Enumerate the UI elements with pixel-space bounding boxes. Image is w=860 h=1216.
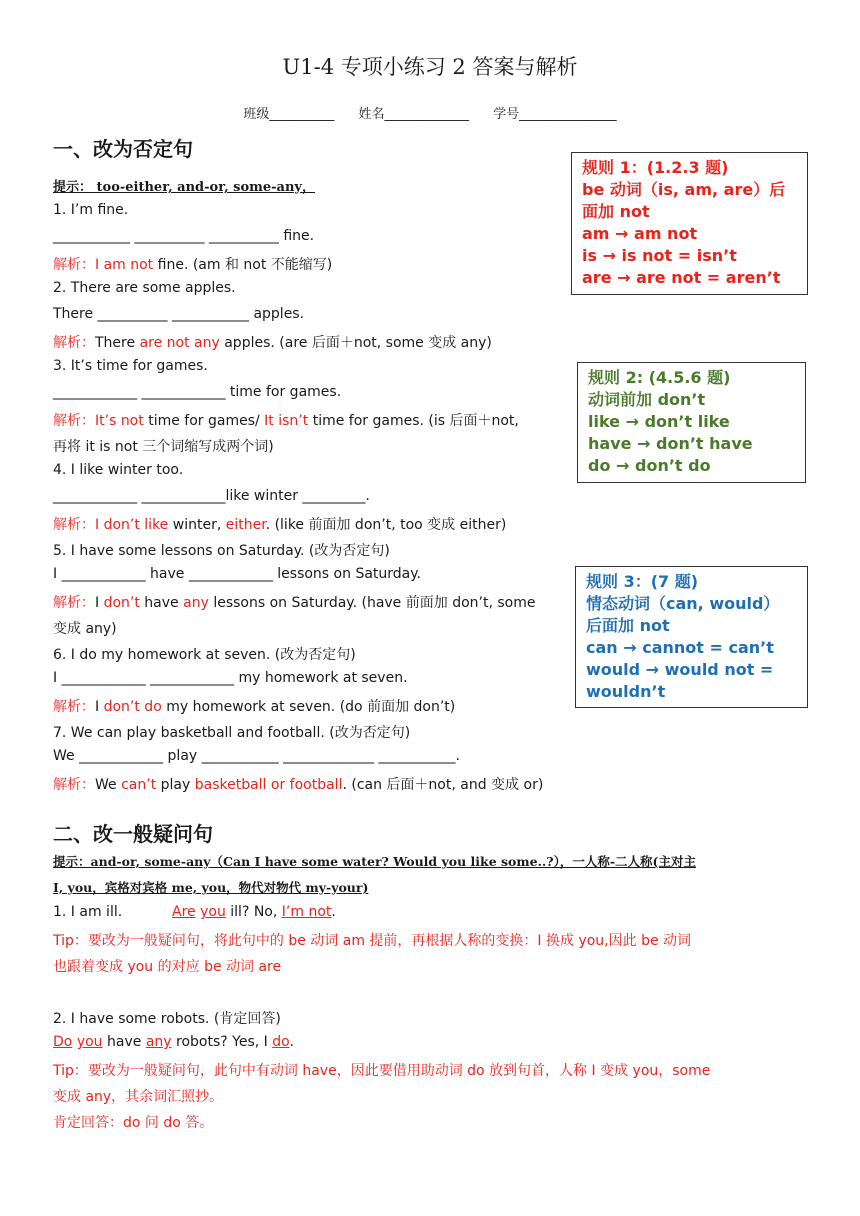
rule-box-2 (577, 362, 806, 483)
rule1-line: 面加 not (582, 202, 650, 221)
q6-text: 6. I do my homework at seven. (改为否定句) (53, 647, 356, 663)
rule1-line: 规则 1：(1.2.3 题) (582, 158, 729, 177)
student-info (0, 103, 860, 122)
q2-text: 2. There are some apples. (53, 280, 236, 296)
rule-box-3 (575, 566, 808, 708)
q6-blanks: I ____________ ____________ my homework at seven. (53, 670, 408, 686)
section2-heading: 二、改一般疑问句 (53, 822, 213, 846)
q1-blanks: ___________ __________ __________ fine. (53, 228, 315, 244)
rule3-line: would → would not = (586, 660, 774, 679)
name-field: 姓名_____________ (358, 107, 469, 122)
s2-q2-answer: Do you have any robots? Yes, I do. (53, 1034, 294, 1050)
rule1-line: be 动词（is, am, are）后 (582, 180, 786, 199)
rule2-line: 规则 2: (4.5.6 题) (588, 368, 731, 387)
rule3-line: 后面加 not (586, 616, 670, 635)
section1-heading: 一、改为否定句 (53, 137, 193, 161)
s2-q1-text: 1. I am ill. (53, 904, 123, 920)
section2-hint-2: I, you，宾格对宾格 me, you，物代对物代 my-your) (53, 880, 369, 895)
q3-analysis-cont: 再将 it is not 三个词缩写成两个词) (53, 439, 274, 455)
q4-analysis: 解析：I don’t like winter, either. (like 前面加 don’t, too 变成 either) (53, 517, 507, 533)
q1-text: 1. I’m fine. (53, 202, 129, 218)
s2-q1-tip-cont: 也跟着变成 you 的对应 be 动词 are (53, 959, 282, 975)
s2-q1-tip: Tip：要改为一般疑问句，将此句中的 be 动词 am 提前，再根据人称的变换：I 换成 you,因此 be 动词 (53, 933, 692, 949)
class-field: 班级__________ (243, 107, 335, 122)
section1-hint: 提示： too-either, and-or, some-any， (53, 180, 315, 195)
rule2-line: like → don’t like (588, 412, 730, 431)
q2-blanks: There __________ ___________ apples. (53, 306, 305, 322)
rule3-line: wouldn’t (586, 682, 666, 701)
s2-q2-text: 2. I have some robots. (肯定回答) (53, 1011, 281, 1027)
q3-analysis: 解析：It’s not time for games/ It isn’t time for games. (is 后面＋not, (53, 413, 519, 429)
q2-analysis: 解析：There are not any apples. (are 后面＋not, some 变成 any) (53, 335, 492, 351)
rule1-line: are → are not = aren’t (582, 268, 781, 287)
rule3-line: can → cannot = can’t (586, 638, 774, 657)
q7-analysis: 解析：We can’t play basketball or football. (can 后面＋not, and 变成 or) (53, 777, 544, 793)
rule1-line: is → is not = isn’t (582, 246, 737, 265)
q4-blanks: ____________ ____________like winter _________. (53, 488, 370, 504)
q3-blanks: ____________ ____________ time for games. (53, 384, 342, 400)
q7-blanks: We ____________ play ___________ _____________ ___________. (53, 748, 460, 764)
section2-hint-1: 提示：and-or, some-any（Can I have some water? Would you like some..?），一人称-二人称(主对主 (53, 854, 696, 869)
rule2-line: have → don’t have (588, 434, 753, 453)
rule1-line: am → am not (582, 224, 698, 243)
q4-text: 4. I like winter too. (53, 462, 184, 478)
id-field: 学号_______________ (493, 107, 617, 122)
q1-analysis: 解析：I am not fine. (am 和 not 不能缩写) (53, 257, 333, 273)
s2-q1-answer: Are you ill? No, I’m not. (172, 904, 336, 920)
rule2-line: do → don’t do (588, 456, 711, 475)
page-title: U1-4 专项小练习 2 答案与解析 (282, 55, 578, 79)
q6-analysis: 解析：I don’t do my homework at seven. (do 前面加 don’t) (53, 699, 456, 715)
rule3-line: 规则 3：(7 题) (586, 572, 699, 591)
q5-blanks: I ____________ have ____________ lessons on Saturday. (53, 566, 421, 582)
q5-analysis-cont: 变成 any) (53, 621, 117, 637)
q5-text: 5. I have some lessons on Saturday. (改为否定句) (53, 543, 390, 559)
s2-q2-tip: Tip：要改为一般疑问句，此句中有动词 have，因此要借用助动词 do 放到句首，人称 I 变成 you，some (53, 1063, 711, 1079)
rule2-line: 动词前加 don’t (588, 390, 706, 409)
s2-q2-tip-cont: 变成 any，其余词汇照抄。 (53, 1089, 224, 1105)
rule3-line: 情态动词（can, would） (586, 594, 780, 613)
q3-text: 3. It’s time for games. (53, 358, 208, 374)
rule-box-1 (571, 152, 808, 295)
s2-q2-tip-answer: 肯定回答：do 问 do 答。 (53, 1115, 214, 1131)
q5-analysis: 解析：I don’t have any lessons on Saturday. (have 前面加 don’t, some (53, 595, 536, 611)
q7-text: 7. We can play basketball and football. (改为否定句) (53, 725, 411, 741)
